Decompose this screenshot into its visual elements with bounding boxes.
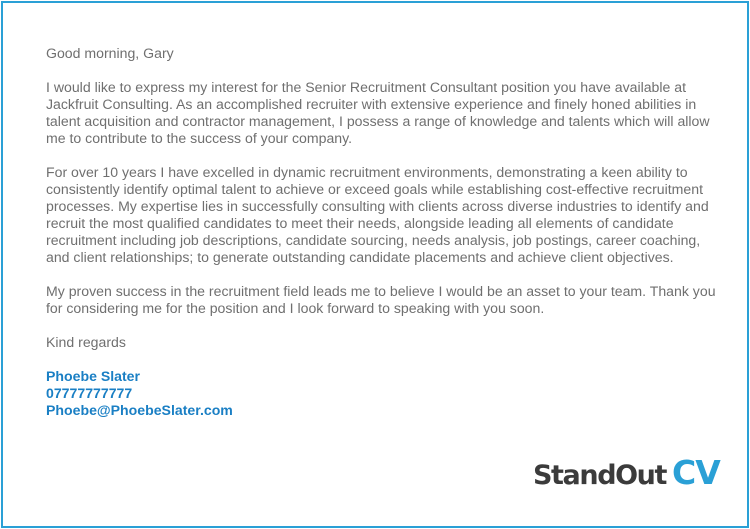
signature-email: Phoebe@PhoebeSlater.com [46, 402, 233, 418]
standout-cv-logo [533, 453, 720, 491]
cover-letter [46, 45, 726, 419]
logo-standout-text: StandOut [533, 460, 667, 491]
signature-name: Phoebe Slater [46, 368, 140, 384]
signature-phone: 07777777777 [46, 385, 133, 401]
greeting: Good morning, Gary [46, 45, 174, 61]
page-frame [1, 1, 749, 528]
paragraph-3: My proven success in the recruitment field leads me to believe I would be an asset to your team. Thank you for considering me for the position and I look forward to speaking with you soon. [46, 283, 716, 316]
paragraph-2: For over 10 years I have excelled in dynamic recruitment environments, demonstrating a keen ability to consistently identify optimal talent to achieve or exceed goals while establishing cost-effective recruitment processes. My expertise lies in successfully consulting with clients across diverse industries to identify and recruit the most qualified candidates to meet their needs, alongside leading all elements of candidate recruitment including job descriptions, candidate sourcing, needs analysis, job postings, career coaching, and client relationships; to generate outstanding candidate placements and achieve client objectives. [46, 164, 709, 265]
paragraph-1: I would like to express my interest for the Senior Recruitment Consultant position you have available at Jackfruit Consulting. As an accomplished recruiter with extensive experience and finely honed abilities in talent acquisition and contractor management, I possess a range of knowledge and talents which will allow me to contribute to the success of your company. [46, 79, 710, 146]
logo-cv-text: CV [672, 453, 720, 492]
closing: Kind regards [46, 334, 126, 350]
signature-block [46, 368, 726, 419]
